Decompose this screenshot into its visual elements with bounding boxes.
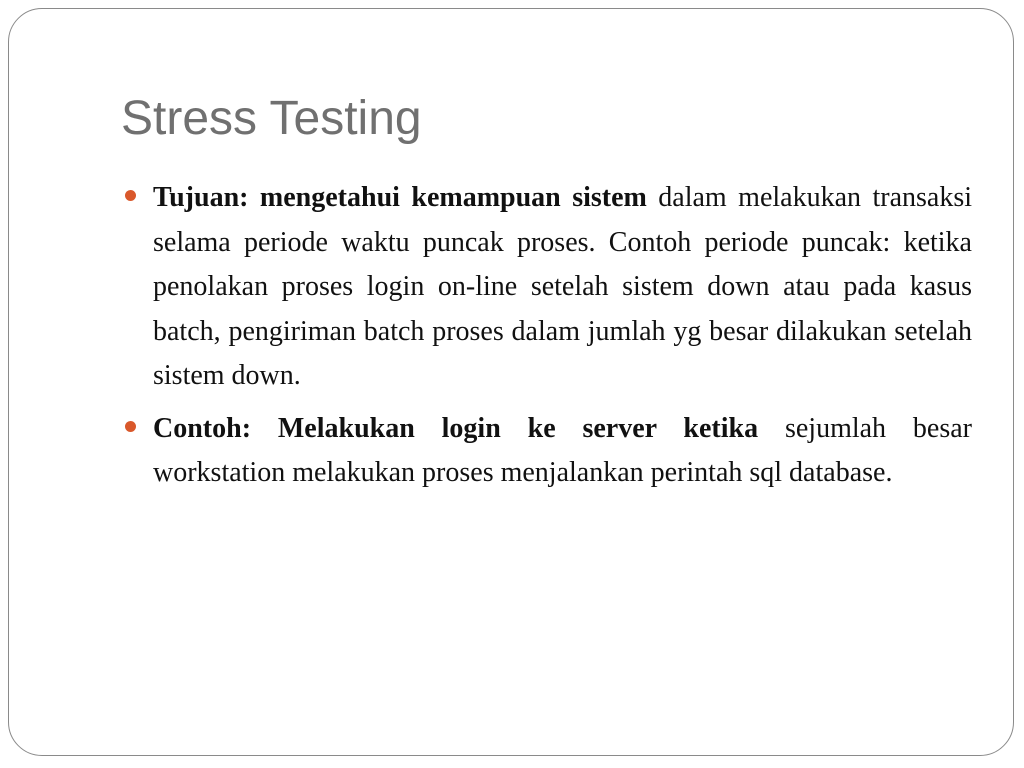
bullet-marker-icon <box>125 421 136 432</box>
bullet-item-contoh <box>125 407 972 496</box>
slide-frame <box>8 8 1014 756</box>
bullet-lead-text: Contoh: Melakukan login ke server ketika <box>153 412 785 444</box>
bullet-body-text: dalam melakukan transaksi selama periode waktu puncak proses. Contoh periode puncak: ketika penolakan proses login on-line setelah sistem down atau pada kasus batch, pengiriman batch proses dalam jumlah yg besar dilakukan setelah sistem down. <box>153 182 972 391</box>
bullet-body-text: sejumlah besar workstation melakukan proses menjalankan perintah sql database. <box>153 412 972 488</box>
bullet-lead-text: Tujuan: mengetahui kemampuan sistem <box>153 182 659 213</box>
bullet-list <box>125 176 972 504</box>
bullet-item-tujuan <box>125 176 972 399</box>
slide-title: Stress Testing <box>121 92 422 145</box>
bullet-marker-icon <box>125 190 136 201</box>
